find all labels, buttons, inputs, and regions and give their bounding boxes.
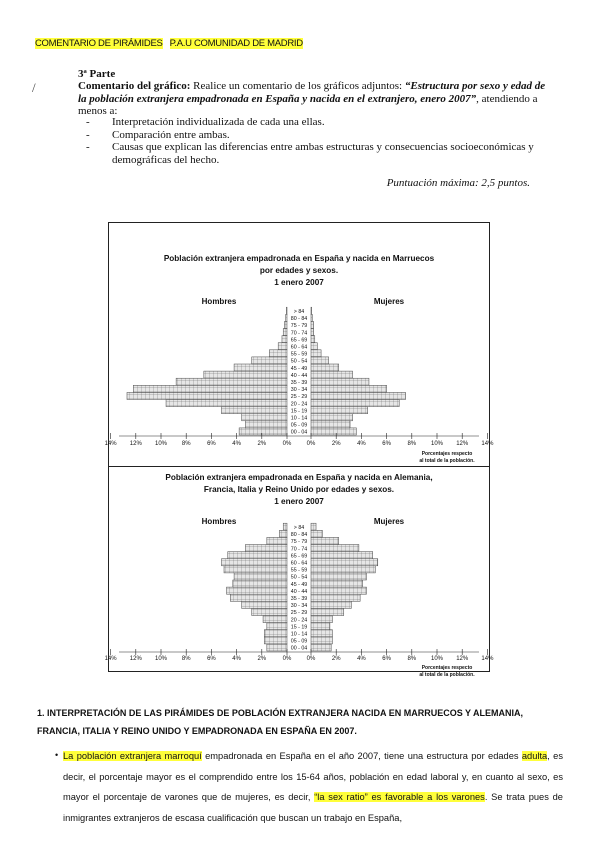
bar-mujeres [311, 385, 387, 392]
age-label: 70 - 74 [290, 330, 308, 337]
bar-mujeres [311, 580, 363, 587]
tick-label: 14% [481, 441, 494, 447]
bar-hombres [242, 414, 287, 421]
age-label: 30 - 34 [290, 603, 308, 610]
bar-mujeres [311, 573, 366, 580]
instruction-quote: “Estructura por sexo y edad de la población extranjera empadronada en España y nacida en el extranjero, enero 2007” [78, 80, 546, 105]
age-label: 00 - 04 [290, 429, 308, 436]
bar-mujeres [311, 400, 399, 407]
pyramids-figure [104, 222, 494, 678]
bar-hombres [286, 307, 287, 314]
age-label: 80 - 84 [290, 316, 308, 323]
tick-label: 8% [181, 441, 191, 447]
instruction-tail: , atendiendo a menos a: [78, 92, 538, 117]
bar-mujeres [311, 587, 366, 594]
legend-mujeres: Mujeres [373, 517, 405, 526]
bar-mujeres [311, 608, 344, 615]
bar-mujeres [311, 552, 373, 559]
tick-label: 14% [104, 656, 117, 662]
tick-label: 6% [207, 441, 216, 447]
bar-mujeres [311, 378, 369, 385]
age-label: 40 - 44 [290, 588, 308, 595]
age-label: 30 - 34 [290, 387, 308, 394]
bar-mujeres [311, 357, 329, 364]
bar-mujeres [311, 414, 353, 421]
tick-label: 6% [382, 441, 391, 447]
age-label: 45 - 49 [290, 365, 308, 372]
tick-label: 0% [282, 656, 292, 662]
bar-mujeres [311, 343, 317, 350]
age-label: 35 - 39 [290, 596, 308, 602]
bar-hombres [269, 350, 287, 357]
tick-label: 4% [232, 441, 241, 447]
chart-title: 1 enero 2007 [274, 497, 324, 506]
bar-hombres [252, 357, 287, 364]
tick-label: 14% [481, 656, 494, 662]
bar-mujeres [311, 566, 375, 573]
tick-label: 12% [456, 656, 469, 662]
age-label: 10 - 14 [290, 415, 308, 422]
age-label: 55 - 59 [290, 567, 308, 574]
age-label: 15 - 19 [290, 408, 308, 415]
tick-label: 10% [154, 441, 168, 447]
highlight-text: La población extranjera marroquí [63, 751, 202, 761]
bar-hombres [234, 364, 287, 371]
tick-label: 0% [306, 656, 316, 662]
bar-hombres [234, 573, 287, 580]
tick-label: 10% [430, 441, 444, 447]
tick-label: 2% [331, 441, 341, 447]
analysis-paragraph [63, 746, 563, 828]
bar-hombres [284, 321, 287, 328]
tick-label: 4% [357, 656, 366, 662]
bar-hombres [245, 421, 287, 428]
tick-label: 8% [407, 656, 417, 662]
axis-note: al total de la población. [419, 672, 475, 678]
bar-hombres [166, 400, 287, 407]
exam-item: - Causas que explican las diferencias entre ambas estructuras y consecuencias socioeconómicas y demográficas del hecho. [78, 141, 548, 166]
tick-label: 4% [232, 656, 241, 662]
paragraph-text: , es decir, el porcentaje mayor es el comprendido entre los 15-64 años, población en edad laboral y, en cuanto al sexo, es mayor el porcentaje de varones que de mujeres, es decir, [63, 751, 563, 802]
age-label: 50 - 54 [290, 574, 308, 581]
age-label: 20 - 24 [290, 617, 308, 624]
bar-hombres [227, 587, 287, 594]
exam-items [78, 116, 548, 166]
age-label: 65 - 69 [290, 337, 308, 344]
legend-mujeres: Mujeres [373, 297, 405, 306]
paragraph-text: empadronada en España en el año 2007, tiene una estructura por edades [201, 751, 522, 761]
bar-hombres [224, 566, 287, 573]
bar-mujeres [311, 523, 316, 530]
instruction-text: Realice un comentario de los gráficos adjuntos: [193, 80, 403, 92]
bar-hombres [282, 336, 287, 343]
age-label: 75 - 79 [290, 323, 308, 330]
age-label: 75 - 79 [290, 539, 308, 546]
age-label: 45 - 49 [290, 581, 308, 588]
bar-mujeres [311, 321, 314, 328]
age-label: 70 - 74 [290, 546, 308, 553]
legend-hombres: Hombres [201, 297, 237, 306]
age-label: 15 - 19 [290, 624, 308, 631]
bar-hombres [264, 637, 287, 644]
chart-title: Francia, Italia y Reino Unido por edades y sexos. [203, 485, 395, 494]
bar-mujeres [311, 559, 378, 566]
tick-label: 12% [456, 441, 469, 447]
age-label: 60 - 64 [290, 344, 308, 351]
pen-mark-icon: / [32, 80, 36, 95]
chart-title: por edades y sexos. [259, 266, 339, 275]
pyramid-chart-marruecos [104, 223, 494, 466]
bar-hombres [242, 601, 287, 608]
age-label: 05 - 09 [290, 422, 308, 429]
chart-title: Población extranjera empadronada en España y nacida en Alemania, [165, 473, 433, 482]
age-label: 05 - 09 [290, 638, 308, 645]
tick-label: 8% [407, 441, 417, 447]
bar-hombres [233, 580, 287, 587]
bar-mujeres [311, 307, 312, 314]
age-label: 35 - 39 [290, 380, 308, 386]
bar-hombres [204, 371, 287, 378]
tick-label: 6% [207, 656, 216, 662]
bar-hombres [133, 385, 287, 392]
exam-item: - Comparación entre ambas. [78, 129, 548, 142]
bar-hombres [279, 530, 287, 537]
section-title: 1. INTERPRETACIÓN DE LAS PIRÁMIDES DE POBLACIÓN EXTRANJERA NACIDA EN MARRUECOS Y ALEMANIA, FRANCIA, ITALIA Y REINO UNIDO Y EMPADRONADA EN ESPAÑA EN 2007. [37, 708, 524, 736]
bar-mujeres [311, 616, 332, 623]
age-label: 00 - 04 [290, 645, 308, 652]
bar-hombres [228, 552, 287, 559]
bar-mujeres [311, 392, 406, 399]
bar-hombres [263, 616, 287, 623]
bar-mujeres [311, 314, 312, 321]
exam-instruction [78, 80, 548, 118]
age-label: > 84 [293, 525, 305, 531]
tick-label: 10% [430, 656, 444, 662]
age-label: 10 - 14 [290, 631, 308, 638]
chart-title: Población extranjera empadronada en España y nacida en Marruecos [163, 254, 435, 263]
bar-hombres [239, 428, 287, 435]
tick-label: 2% [257, 441, 267, 447]
tick-label: 4% [357, 441, 366, 447]
age-label: 25 - 29 [290, 610, 308, 617]
tick-label: 0% [282, 441, 292, 447]
bar-hombres [252, 608, 287, 615]
bar-mujeres [311, 594, 360, 601]
tick-label: 2% [331, 656, 341, 662]
tick-label: 10% [154, 656, 168, 662]
exam-question-scan [32, 60, 546, 200]
pyramid-chart-europe [104, 466, 494, 678]
exam-score: Puntuación máxima: 2,5 puntos. [386, 177, 530, 189]
bar-hombres [176, 378, 287, 385]
tick-label: 12% [129, 656, 142, 662]
age-label: 40 - 44 [290, 372, 308, 379]
tick-label: 2% [257, 656, 267, 662]
bar-mujeres [311, 637, 332, 644]
bar-hombres [230, 594, 287, 601]
bar-hombres [127, 392, 287, 399]
age-label: 55 - 59 [290, 351, 308, 358]
bar-mujeres [311, 623, 330, 630]
bar-mujeres [311, 601, 351, 608]
age-label: > 84 [293, 309, 305, 315]
instruction-label: Comentario del gráfico: [78, 80, 191, 92]
bar-mujeres [311, 530, 322, 537]
age-label: 50 - 54 [290, 358, 308, 365]
age-label: 25 - 29 [290, 394, 308, 401]
bar-mujeres [311, 545, 359, 552]
age-label: 65 - 69 [290, 553, 308, 560]
bar-mujeres [311, 329, 314, 336]
bar-hombres [283, 329, 287, 336]
bar-hombres [267, 537, 287, 544]
age-label: 20 - 24 [290, 401, 308, 408]
highlight-text: adulta [521, 751, 548, 761]
tick-label: 14% [104, 441, 117, 447]
bar-hombres [221, 559, 287, 566]
tick-label: 0% [306, 441, 316, 447]
bar-mujeres [311, 421, 350, 428]
tick-label: 6% [382, 656, 391, 662]
tick-label: 12% [129, 441, 142, 447]
bar-mujeres [311, 537, 339, 544]
legend-hombres: Hombres [201, 517, 237, 526]
bar-mujeres [311, 428, 356, 435]
bar-hombres [267, 623, 287, 630]
header-title: COMENTARIO DE PIRÁMIDES [35, 38, 163, 49]
bar-mujeres [311, 407, 368, 414]
bar-mujeres [311, 350, 321, 357]
exam-item: - Interpretación individualizada de cada una ellas. [78, 116, 548, 129]
chart-title: 1 enero 2007 [274, 278, 324, 287]
bar-hombres [221, 407, 287, 414]
paragraph-text: . Se trata pues de inmigrantes extranjeros de escasa cualificación que buscan un trabajo en España, [63, 792, 563, 823]
tick-label: 8% [181, 656, 191, 662]
header-subtitle: P.A.U COMUNIDAD DE MADRID [169, 38, 303, 49]
bullet-icon: • [55, 750, 59, 760]
bar-mujeres [311, 364, 339, 371]
axis-note: Porcentajes respecto [421, 665, 473, 671]
highlight-text: “la sex ratio” es favorable a los varones [314, 792, 485, 802]
bar-mujeres [311, 371, 353, 378]
bar-hombres [278, 343, 287, 350]
bar-mujeres [311, 336, 315, 343]
exam-part: 3ª Parte [78, 68, 116, 80]
axis-note: Porcentajes respecto [421, 451, 473, 457]
bar-mujeres [311, 644, 331, 651]
bar-hombres [264, 630, 287, 637]
bar-hombres [283, 523, 287, 530]
age-label: 60 - 64 [290, 560, 308, 567]
axis-note: al total de la población. [419, 458, 475, 464]
bar-mujeres [311, 630, 332, 637]
age-label: 80 - 84 [290, 532, 308, 539]
bar-hombres [245, 545, 287, 552]
bar-hombres [267, 644, 287, 651]
bar-hombres [286, 314, 287, 321]
page-header [35, 38, 303, 49]
